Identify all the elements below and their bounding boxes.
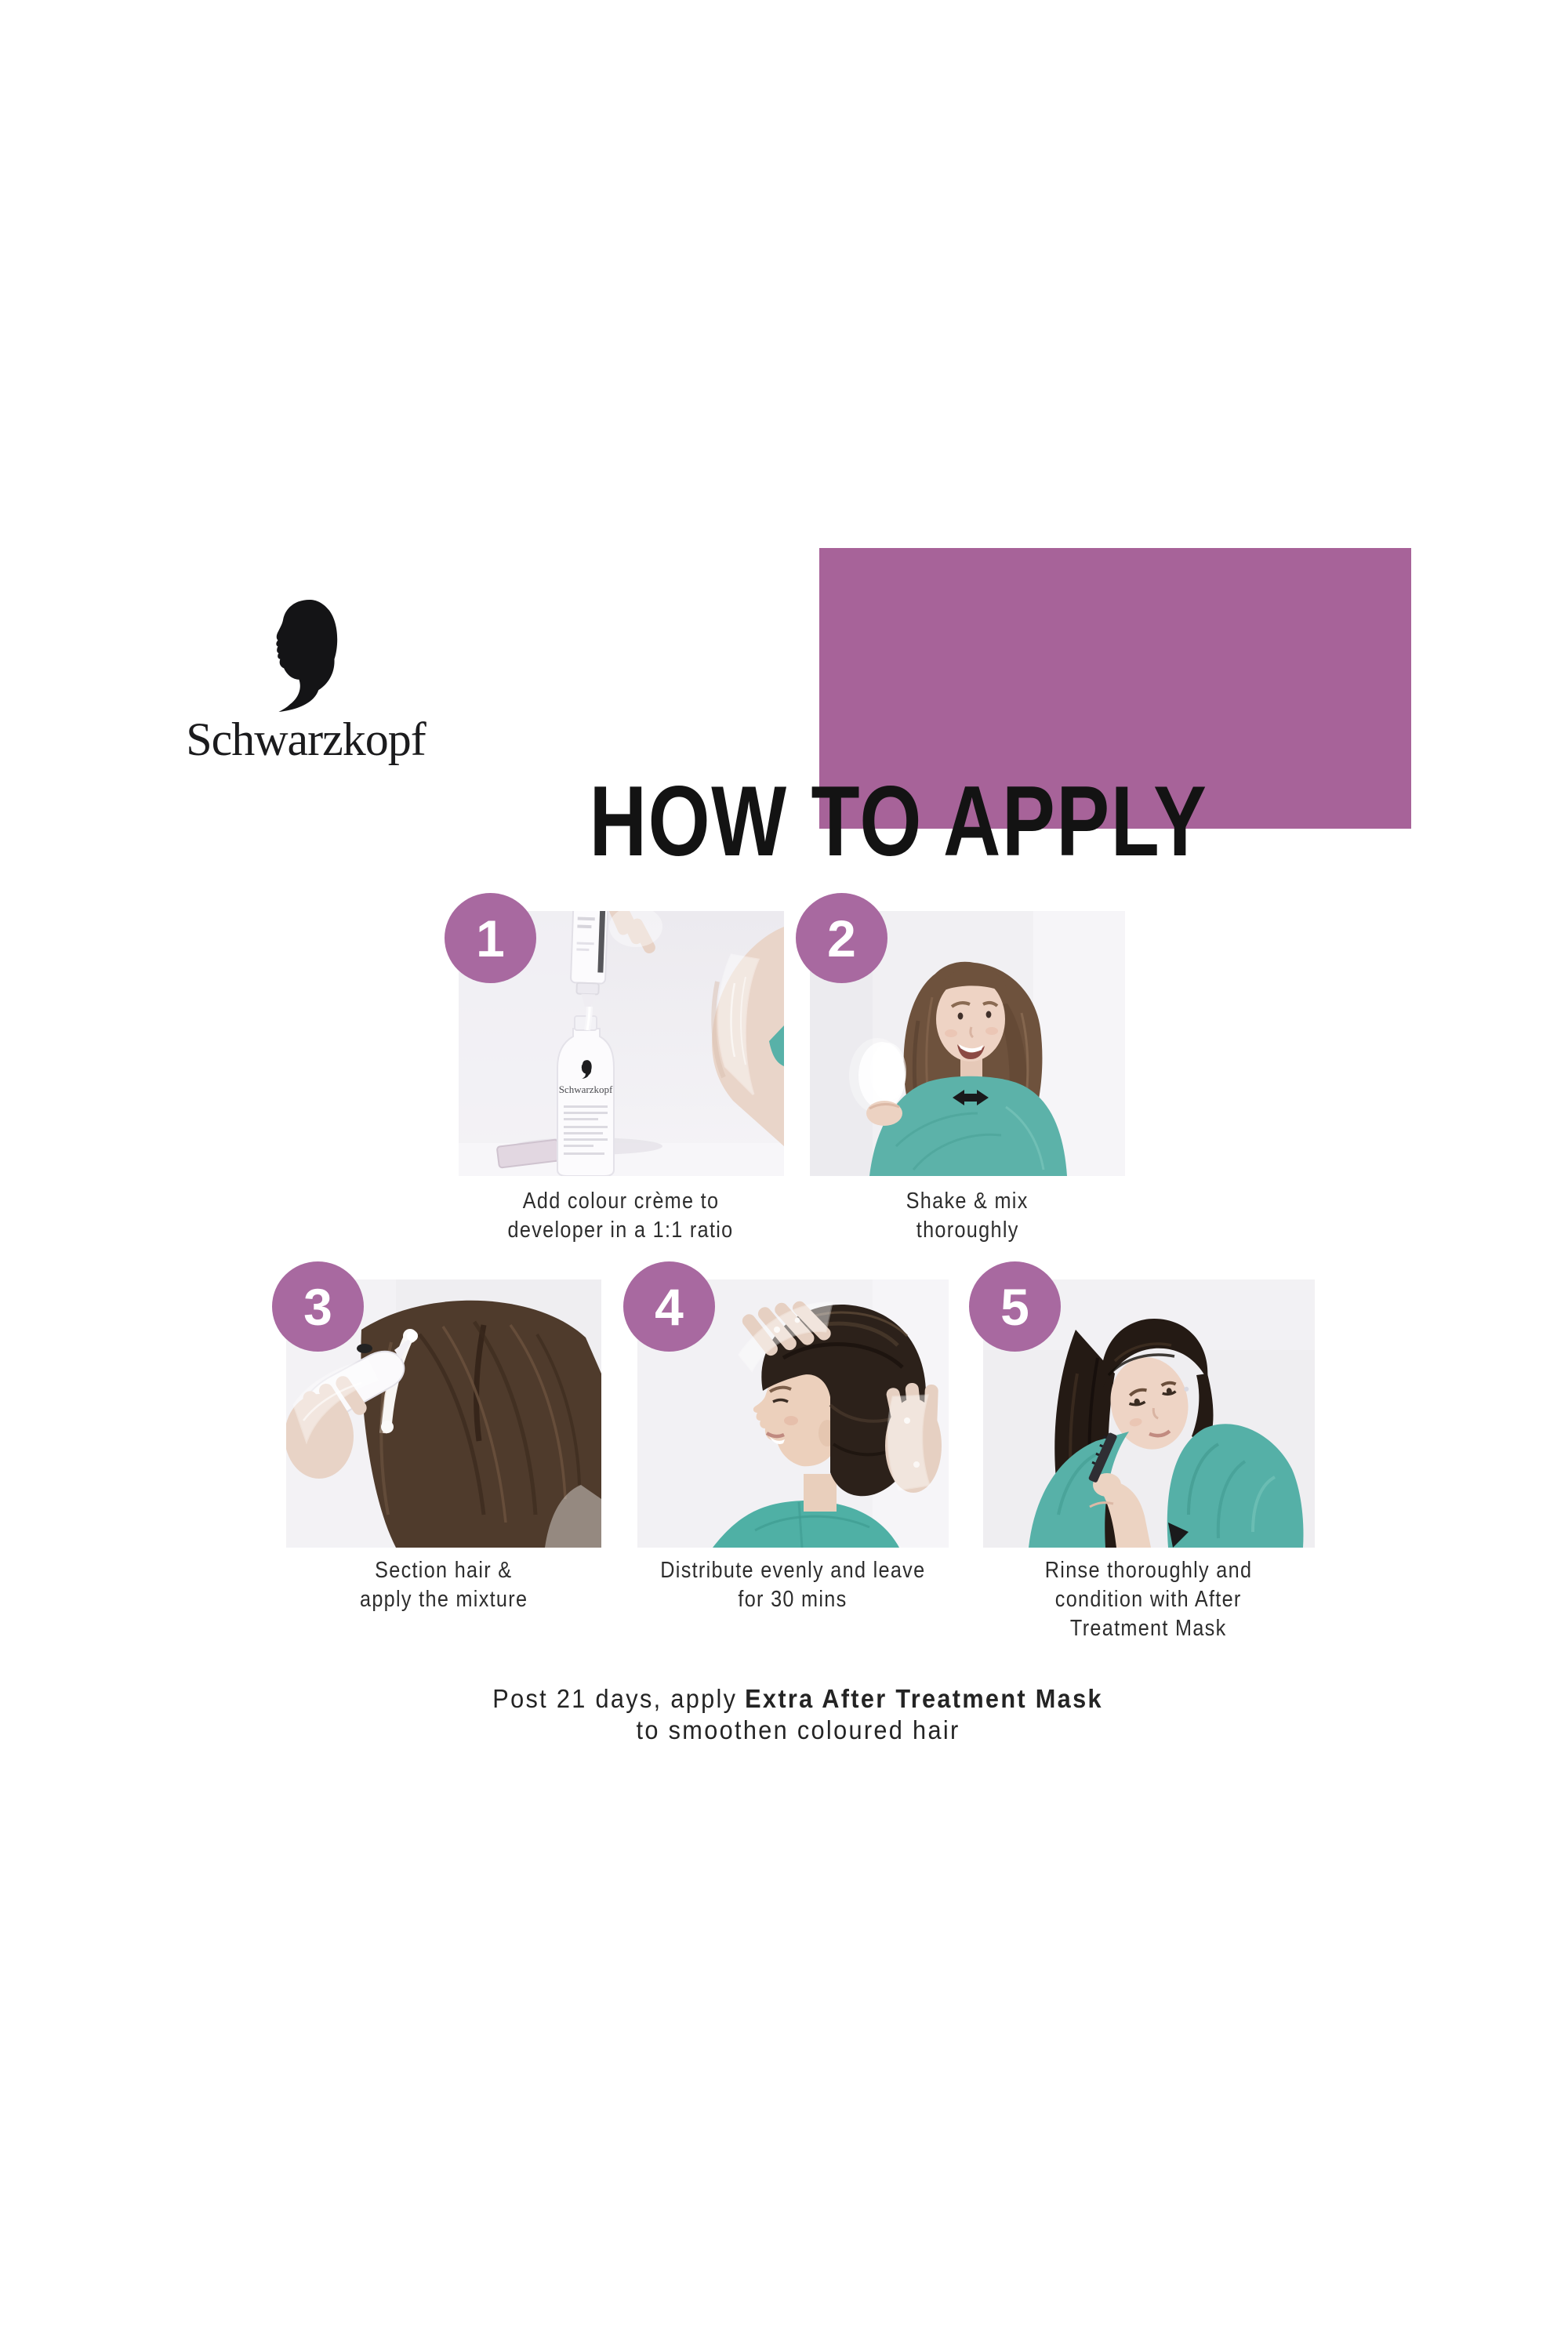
brand-wordmark: Schwarzkopf: [186, 713, 426, 765]
neck: [804, 1474, 837, 1512]
brand-logo: [180, 598, 431, 763]
step-4-number-badge: 4: [623, 1261, 715, 1352]
step-4-caption: Distribute evenly and leave for 30 mins: [659, 1558, 926, 1612]
page-title: HOW TO APPLY: [589, 765, 1208, 877]
step-2-caption: Shake & mix thoroughly: [906, 1189, 1029, 1243]
step-3-caption: Section hair & apply the mixture: [359, 1558, 528, 1612]
step-1-caption: Add colour crème to developer in a 1:1 ratio: [508, 1189, 734, 1243]
footnote: [406, 1683, 1190, 1746]
step-5-number-badge: 5: [969, 1261, 1061, 1352]
step-3-number-badge: 3: [272, 1261, 364, 1352]
step-2-number-badge: 2: [796, 893, 887, 983]
footnote-line-1: Post 21 days, apply Extra After Treatment Mask: [492, 1684, 1104, 1713]
svg-text:Schwarzkopf: Schwarzkopf: [558, 1083, 613, 1095]
schwarzkopf-head-icon: [268, 598, 343, 713]
gloved-hand-right: [885, 1382, 942, 1493]
step-5-caption: Rinse thoroughly and condition with After Treatment Mask: [1044, 1558, 1253, 1641]
step-1-number-badge: 1: [445, 893, 536, 983]
footnote-line-2: to smoothen coloured hair: [636, 1715, 960, 1744]
